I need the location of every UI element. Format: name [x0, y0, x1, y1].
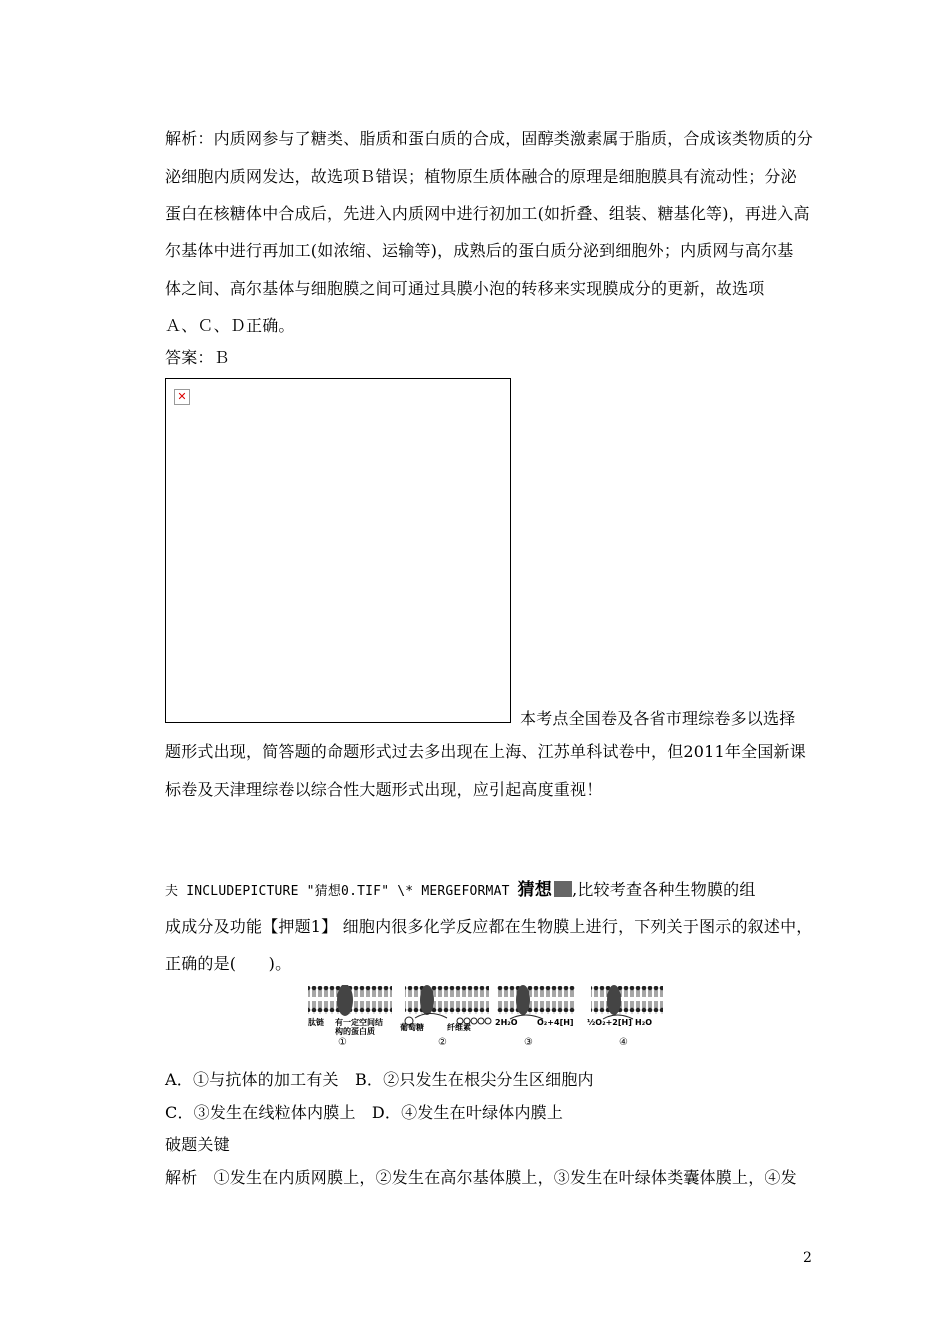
- membrane-figure: [305, 985, 665, 1047]
- broken-image-placeholder: [165, 378, 511, 723]
- figure-label-3a: 2H₂O: [495, 1018, 518, 1027]
- answer-line: 答案：Ｂ: [165, 348, 230, 367]
- figure-label-1a: 肽链: [308, 1018, 324, 1027]
- figure-label-4a: ½O₂+2[H]: [587, 1018, 632, 1027]
- figure-label-2b: 纤维素: [447, 1023, 471, 1032]
- figure-label-1b: 有一定空间结: [335, 1018, 383, 1027]
- membrane-panel-3: [497, 985, 575, 1019]
- analysis-line-3: 蛋白在核糖体中合成后，先进入内质网中进行初加工(如折叠、组装、糖基化等)，再进入高: [165, 204, 810, 223]
- figure-label-4b: H₂O: [635, 1018, 652, 1027]
- guess-line-1-tail: ,比较考查各种生物膜的组: [572, 880, 756, 899]
- figure-number-4: ④: [619, 1037, 628, 1047]
- exam-note-line-3: 标卷及天津理综卷以综合性大题形式出现，应引起高度重视！: [165, 780, 603, 799]
- figure-number-1: ①: [338, 1037, 347, 1047]
- guess-square-icon: [554, 881, 572, 897]
- figure-label-3b: O₂+4[H]: [537, 1018, 574, 1027]
- option-line-2: C．③发生在线粒体内膜上 D．④发生在叶绿体内膜上: [165, 1103, 564, 1122]
- key-label: 破题关键: [165, 1135, 230, 1154]
- figure-number-3: ③: [524, 1037, 533, 1047]
- membrane-panel-1: [308, 985, 392, 1016]
- guess-line-1: [165, 880, 756, 902]
- option-line-1: A．①与抗体的加工有关 B．②只发生在根尖分生区细胞内: [165, 1070, 594, 1089]
- analysis-line-6: Ａ、Ｃ、Ｄ正确。: [165, 316, 295, 335]
- analysis-line-4: 尔基体中进行再加工(如浓缩、运输等)，成熟后的蛋白质分泌到细胞外；内质网与高尔基: [165, 241, 794, 260]
- figure-number-2: ②: [438, 1037, 447, 1047]
- guess-line-2: 成成分及功能【押题1】 细胞内很多化学反应都在生物膜上进行，下列关于图示的叙述中，: [165, 917, 813, 936]
- guess-prefix: 夫: [165, 884, 179, 899]
- analysis-2-line: 解析 ①发生在内质网膜上，②发生在高尔基体膜上，③发生在叶绿体类囊体膜上，④发: [165, 1168, 797, 1187]
- exam-note-line-2: 题形式出现，简答题的命题形式过去多出现在上海、江苏单科试卷中，但2011年全国新课: [165, 742, 806, 761]
- field-code: INCLUDEPICTURE "猜想0.TIF" \* MERGEFORMAT: [178, 884, 518, 899]
- broken-image-icon: ✕: [174, 389, 190, 405]
- guess-line-3: 正确的是( )。: [165, 954, 292, 973]
- membrane-panel-2: [405, 985, 491, 1025]
- figure-label-1c: 构的蛋白质: [335, 1027, 375, 1036]
- exam-note-line-1: 本考点全国卷及各省市理综卷多以选择: [520, 709, 796, 728]
- membrane-panel-4: [591, 985, 663, 1019]
- page-number: 2: [803, 1250, 812, 1266]
- analysis-line-1: 解析：内质网参与了糖类、脂质和蛋白质的合成，固醇类激素属于脂质，合成该类物质的分: [165, 129, 814, 148]
- figure-label-2a: 葡萄糖: [400, 1023, 424, 1032]
- guess-title: 猜想: [517, 880, 553, 900]
- analysis-line-5: 体之间、高尔基体与细胞膜之间可通过具膜小泡的转移来实现膜成分的更新，故选项: [165, 279, 765, 298]
- analysis-line-2: 泌细胞内质网发达，故选项Ｂ错误；植物原生质体融合的原理是细胞膜具有流动性；分泌: [165, 167, 797, 186]
